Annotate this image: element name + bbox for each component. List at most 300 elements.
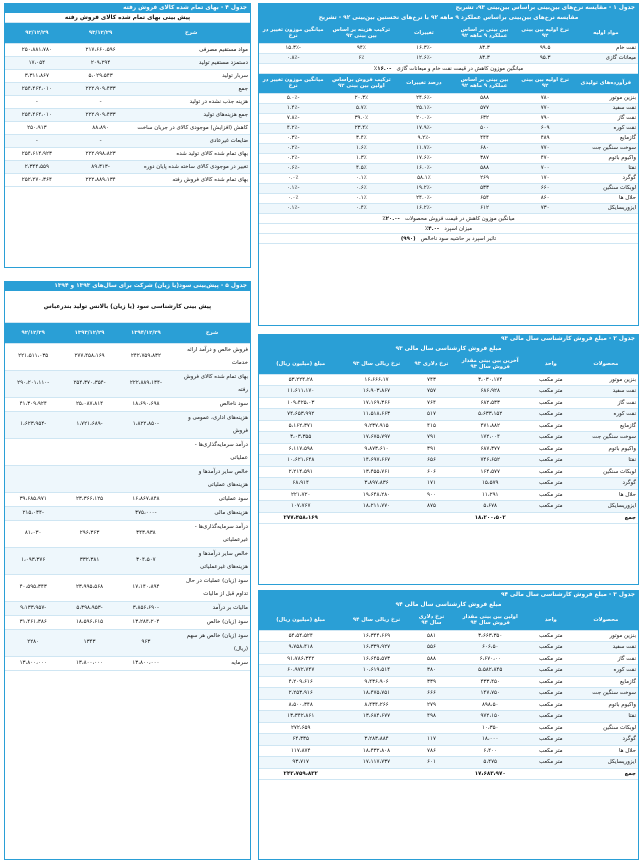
table-row (259, 164, 638, 174)
row-label: نفت کوره (574, 665, 638, 677)
cell-value: ۲۲۱،۷۲۰ (259, 489, 342, 501)
table1-header-2 (259, 74, 638, 94)
table-row (5, 160, 250, 173)
cell-value (411, 722, 453, 734)
cell-value: ۴،۲۰۹،۶۱۶ (259, 676, 342, 688)
cell-value: متر مکعب (528, 443, 573, 455)
table3-subtitle: مبلغ فروش کارشناسی سال مالی ۹۴ (259, 600, 638, 610)
table4 (5, 23, 250, 187)
cell-value: متر مکعب (528, 630, 573, 642)
cell-value: ۶۰۱ (411, 757, 453, 769)
cell-value: ۳۴۳،۹۳۸ (118, 520, 174, 547)
column-header: ۹۳/۱۲/۲۹ (69, 23, 133, 43)
cell-value: ۵،۴۷۵ (452, 757, 528, 769)
cell-value: ۲،۲۱۴،۵۹۱ (259, 466, 342, 478)
cell-value: ۹۶۳ (118, 629, 174, 656)
cell-value: ۳،۶۶۳،۳۵۰ (452, 630, 528, 642)
cell-value: ۹۱،۷۸۶،۳۴۲ (259, 653, 342, 665)
cell-value: -۸۹،۳۱۳ (69, 160, 133, 173)
cell-value: متر مکعب (528, 745, 573, 757)
cell-value: ۴.۵٪ (327, 164, 395, 174)
row-label: نفت گاز (574, 114, 638, 124)
cell-value: ۱۸،۵۹۶،۶۱۵ (61, 615, 117, 629)
note-crude-label: میانگین موزون کاهش در قیمت نفت خام و میعانات گازی (396, 65, 524, 72)
row-label: نفت کوره (574, 124, 638, 134)
empty-cell (528, 512, 573, 524)
table1-note-spread (259, 224, 638, 234)
cell-value: ۲۲۲،۹۰۹،۴۳۳ (69, 108, 133, 121)
table-row (259, 688, 638, 700)
table-row (259, 665, 638, 677)
total-label: جمع (574, 768, 638, 780)
cell-value: ۲۳.۴٪ (327, 124, 395, 134)
cell-value: ۱۷،۱۱۷،۷۳۷ (342, 757, 410, 769)
cell-value: ۱۶،۳۴۴،۶۶۹ (342, 630, 410, 642)
row-label: نفت گاز (574, 653, 638, 665)
column-header: فرآورده‌های تولیدی (574, 74, 638, 94)
table-row (259, 53, 638, 63)
cell-value: -۲۴.۶٪ (395, 94, 452, 104)
cell-value: ۸،۴۳۴،۲۶۶ (342, 699, 410, 711)
table1-header-1 (259, 23, 638, 43)
table-row (5, 601, 250, 615)
cell-value: ۰.۱٪ (327, 194, 395, 204)
row-label: مواد مستقیم مصرفی (132, 43, 250, 56)
cell-value: ۵،۰۲۹،۵۴۳ (69, 69, 133, 82)
table5 (5, 323, 250, 671)
cell-value: ۲۱۷،۶۶۰،۵۹۶ (69, 43, 133, 56)
cell-value: -۲۹۰،۲۰۱،۱۱۰ (5, 370, 61, 397)
cell-value (5, 465, 61, 492)
row-label: حلال ها (574, 745, 638, 757)
cell-value: متر مکعب (528, 489, 573, 501)
cell-value: ۵،۶۷۸ (452, 501, 528, 513)
table-row (259, 94, 638, 104)
row-label: هزینه‌های مالی (174, 506, 250, 520)
table4-subtitle: پیش بینی بهای تمام شده کالای فروش رفته (5, 13, 250, 23)
row-label: نفت سفید (574, 104, 638, 114)
table-row (5, 56, 250, 69)
cell-value: -۱۶.۰٪ (395, 164, 452, 174)
column-header: شرح (174, 323, 250, 343)
table-row (5, 506, 250, 520)
cell-value: ۰.۱٪ (327, 174, 395, 184)
row-label: ایزوریسایکل (574, 757, 638, 769)
row-label: درآمد سرمایه‌گذاری‌ها - غیرعملیاتی (174, 520, 250, 547)
cell-value: ۴۱۵ (411, 420, 453, 432)
cell-value: ۶۸۷،۳۷۷ (452, 443, 528, 455)
cell-value: -۰.۲٪ (259, 154, 327, 164)
cell-value: ۱۷۲،۰۰۴ (452, 432, 528, 444)
table5-header (5, 323, 250, 343)
cell-value: ۶۴،۳۳۵ (259, 734, 342, 746)
cell-value: ۷۳۰ (517, 204, 574, 214)
row-label: نفت کوره (574, 409, 638, 421)
total-row (259, 768, 638, 780)
cell-value: ۷۵۷ (411, 386, 453, 398)
cell-value: متر مکعب (528, 455, 573, 467)
total-quantity: ۱۷،۶۸۳،۹۷۰ (452, 768, 528, 780)
table-row (5, 147, 250, 160)
row-label: لوبکات سنگین (574, 466, 638, 478)
table-row (5, 615, 250, 629)
cell-value: ۲۵،۰۸۷،۸۱۴ (61, 397, 117, 411)
cell-value: -۲۲۲،۸۸۹،۱۳۴ (118, 370, 174, 397)
total-row (259, 512, 638, 524)
table-row (259, 204, 638, 214)
table-row (259, 489, 638, 501)
cell-value: -۵.۰٪ (259, 94, 327, 104)
table1-products (259, 74, 638, 215)
cell-value: ۲۹۶،۳۶۳ (61, 520, 117, 547)
column-header: شرح (132, 23, 250, 43)
table-row (5, 82, 250, 95)
table-row (5, 411, 250, 438)
cell-value: -۴.۲٪ (259, 124, 327, 134)
cell-value: ۰.۰٪ (259, 174, 327, 184)
cell-value: ۵۵۶ (411, 642, 453, 654)
cell-value: ۱۰،۳۵۰ (452, 722, 528, 734)
row-label: بنزین موتور (574, 94, 638, 104)
cell-value: -۹،۱۳۳،۹۵۷ (5, 601, 61, 615)
cell-value: ۲،۲۵۳،۹۱۶ (259, 688, 342, 700)
row-label: سود (زیان) عملیات در حال تداوم قبل از مالیات (174, 574, 250, 601)
cell-value: ۳،۸۹۷،۸۳۶ (342, 478, 410, 490)
cell-value: ۲۲۸۰ (5, 629, 61, 656)
cell-value: ۱،۰۹۳،۳۷۶ (5, 547, 61, 574)
row-label: لوبکات سنگین (574, 722, 638, 734)
cell-value: متر مکعب (528, 711, 573, 723)
cell-value: ۳۳۹ (411, 676, 453, 688)
row-label: دستمزد مستقیم تولید (132, 56, 250, 69)
row-label: جمع (132, 82, 250, 95)
cell-value: -۱۶.۲٪ (395, 204, 452, 214)
cell-value: -۰.۳٪ (259, 134, 327, 144)
total-amount: ۲۷۷،۴۵۸،۱۶۹ (259, 512, 342, 524)
table-row (259, 194, 638, 204)
row-label: میعانات گازی (574, 53, 638, 63)
cell-value: - (69, 95, 133, 108)
cell-value: ۵۸.۱٪ (395, 174, 452, 184)
table-row (259, 397, 638, 409)
cell-value: ۳،۳۱۱،۸۶۷ (5, 69, 69, 82)
table-row (5, 492, 250, 506)
note-sales-label: میانگین موزون کاهش در قیمت فروش محصولات (404, 216, 515, 222)
row-label: درآمد سرمایه‌گذاری‌ها - عملیاتی (174, 438, 250, 465)
cell-value: ۴۴۴ (452, 134, 516, 144)
total-quantity: ۱۸،۲۰۰،۵۰۲ (452, 512, 528, 524)
cell-value (118, 438, 174, 465)
cell-value: ۸۱،۰۳۰ (5, 520, 61, 547)
row-label: نفتا (574, 164, 638, 174)
cell-value: ۱۱۷ (411, 734, 453, 746)
cell-value: -۵،۳۹۸،۹۵۳ (61, 601, 117, 615)
column-header: نرخ دلاری ۹۳ (411, 354, 453, 374)
row-label: گوگرد (574, 478, 638, 490)
table2-subtitle: مبلغ فروش کارشناسی سال مالی ۹۳ (259, 344, 638, 354)
row-label: حلال ها (574, 194, 638, 204)
cell-value: ۱۳،۶۸۴،۶۷۷ (342, 711, 410, 723)
cell-value: ۶۸۰ (452, 144, 516, 154)
table-row (259, 144, 638, 154)
column-header: بین بینی بر اساس عملکرد ۹ ماهه ۹۲ (452, 23, 516, 43)
column-header: مواد اولیه (574, 23, 638, 43)
column-header: واحد (528, 354, 573, 374)
cell-value: ۵۳۳ (452, 184, 516, 194)
table-row (259, 374, 638, 386)
cell-value: ۱۵،۵۷۹ (452, 478, 528, 490)
table5-title: جدول ۵ - پیش‌بینی سود(یا زیان) شرکت برای سال‌های ۱۳۹۳ و ۱۳۹۴ (5, 282, 250, 291)
row-label: کاهش (افزایش) موجودی کالای در جریان ساخت (132, 121, 250, 134)
cell-value: ۲۳،۳۶۶،۱۲۵ (61, 492, 117, 506)
cell-value: متر مکعب (528, 466, 573, 478)
table-row (259, 104, 638, 114)
cell-value: ۷۹۱ (411, 432, 453, 444)
cell-value: ۲۲۱،۵۱۱،۰۳۵ (5, 343, 61, 370)
cell-value: ۶۰۶،۵۰ (452, 642, 528, 654)
cell-value: ۶۰،۹۷۲،۷۴۷ (259, 665, 342, 677)
cell-value: ۹۰۰ (411, 489, 453, 501)
column-header: آخرین بین بینی مقدار فروش سال ۹۳ (452, 354, 528, 374)
row-label: سود ناخالص (174, 397, 250, 411)
table-row (259, 443, 638, 455)
column-header: ۱۳۹۴/۱۲/۲۹ (118, 323, 174, 343)
cell-value: متر مکعب (528, 432, 573, 444)
cell-value: ۶۶۶ (411, 688, 453, 700)
table1-note-sales (259, 214, 638, 224)
cell-value: ۴۱،۳۰۹،۹۲۴ (5, 397, 61, 411)
cell-value: ۱۰۷،۷۶۷ (259, 501, 342, 513)
cell-value: -۲۵.۱٪ (395, 104, 452, 114)
cell-value: متر مکعب (528, 409, 573, 421)
cell-value (61, 506, 117, 520)
empty-cell (342, 512, 410, 524)
cell-value: ۸۷۵ (411, 501, 453, 513)
row-label: خالص سایر درآمدها و هزینه‌های غیرعملیاتی (174, 547, 250, 574)
table-row (259, 466, 638, 478)
row-label: سوخت سنگین جت (574, 432, 638, 444)
cell-value (118, 465, 174, 492)
table-row (5, 629, 250, 656)
cell-value: ۳،۰۳۰،۱۷۴ (452, 374, 528, 386)
row-label: مالیات بر درآمد (174, 601, 250, 615)
cell-value: متر مکعب (528, 757, 573, 769)
cell-value: ۳۳۲،۳۸۱ (61, 547, 117, 574)
cell-value: ۱۷،۶۷۵،۷۹۷ (342, 432, 410, 444)
row-label: سربار تولید (132, 69, 250, 82)
cell-value (61, 465, 117, 492)
cell-value: ۸۶۰ (517, 194, 574, 204)
cell-value: -۱۱.۷٪ (395, 144, 452, 154)
cell-value: ۹،۸۷۳،۶۱۰ (342, 443, 410, 455)
cell-value: ۱۳،۳۴۲،۸۶۱ (259, 711, 342, 723)
cell-value: متر مکعب (528, 386, 573, 398)
table-row (259, 642, 638, 654)
cell-value: ۷۸۶ (411, 745, 453, 757)
cell-value: متر مکعب (528, 676, 573, 688)
cell-value: ۶۰۶ (411, 466, 453, 478)
table-row (5, 43, 250, 56)
table-row (259, 114, 638, 124)
cell-value: -۲۰.۰٪ (395, 114, 452, 124)
row-label: گوگرد (574, 174, 638, 184)
note-spread-value: -۴.۰٪ (424, 226, 440, 232)
cell-value: -۱،۷۲۱،۶۸۹ (61, 411, 117, 438)
table1-title: جدول ۱ - مقایسه نرخ‌های بینِ‌بینی براساس بینِ‌بینی ۹۳، تشریح (259, 4, 638, 13)
cell-value: ۱۰۹،۴۲۵،۰۳ (259, 397, 342, 409)
table-row (5, 95, 250, 108)
cell-value: ۹،۴۳۶،۹۰۶ (342, 676, 410, 688)
cell-value: ۱۸،۰۰۰ (452, 734, 528, 746)
cell-value: -۲۴.۰٪ (395, 194, 452, 204)
row-label: نفتا (574, 711, 638, 723)
cell-value: ۱۳۴۳ (61, 629, 117, 656)
cell-value: -۱۹.۲٪ (395, 184, 452, 194)
cell-value: -۷.۸٪ (259, 114, 327, 124)
table-row (259, 734, 638, 746)
column-header: ترکیب هزینه بر اساس بین بینی ۹۲ (327, 23, 395, 43)
cell-value: متر مکعب (528, 699, 573, 711)
cell-value: ۲۲۲،۸۸۹،۱۳۴ (69, 173, 133, 186)
cell-value: ۲۵۴،۴۶۴،۰۱۰ (5, 108, 69, 121)
cell-value: ۱۳،۲۸۴،۲۰۴ (118, 615, 174, 629)
cell-value: ۱۶،۸۶۷،۸۴۸ (118, 492, 174, 506)
cell-value: ۶۸،۹۱۴ (259, 478, 342, 490)
cell-value: ۱۷،۱۶۹،۳۶۶ (342, 397, 410, 409)
cell-value: ۳۹۱ (411, 443, 453, 455)
cell-value: ۲۲۲،۹۹۸،۸۲۳ (69, 147, 133, 160)
cell-value: ۶۳۲ (452, 114, 516, 124)
column-header: ۹۲/۱۲/۲۹ (5, 23, 69, 43)
row-label: بنزین موتور (574, 374, 638, 386)
cell-value: ۰.۴٪ (327, 204, 395, 214)
column-header: ۱۳۹۳/۱۲/۲۹ (61, 323, 117, 343)
table-row (5, 397, 250, 411)
cell-value: ۱۳،۸۰۰،۰۰۰ (5, 656, 61, 670)
cell-value: متر مکعب (528, 420, 573, 432)
column-header: نرخ ریالی سال ۹۳ (342, 354, 410, 374)
cell-value: ۹۳،۷۱۷ (259, 757, 342, 769)
cell-value: ۷۰۰ (517, 164, 574, 174)
cell-value: ۷۴۶،۶۵۲ (452, 455, 528, 467)
cell-value: ۱۸،۴۷۵،۷۵۱ (342, 688, 410, 700)
note-spread-label: میزان اسپرد (444, 226, 472, 232)
table-row (5, 134, 250, 147)
cell-value: ۷۷۰ (517, 144, 574, 154)
cell-value: ۲۵۴،۶۱۴،۹۲۳ (5, 147, 69, 160)
cell-value: ۲۵۰،۸۸۱،۷۸۰ (5, 43, 69, 56)
row-label: بهای تمام شده کالای فروش رفته (132, 173, 250, 186)
row-label: بهای تمام شده کالای فروش رفته (174, 370, 250, 397)
cell-value: ۱۴،۶۹۷،۶۶۷ (342, 455, 410, 467)
cell-value: ۸۳.۳ (452, 43, 516, 53)
cell-value: ۱۸،۴۳۲،۸۰۸ (342, 745, 410, 757)
row-label: خالص سایر درآمدها و هزینه‌های عملیاتی (174, 465, 250, 492)
row-label: واکیوم باتوم (574, 699, 638, 711)
cell-value: ۹،۷۵۸،۴۱۸ (259, 642, 342, 654)
row-label: سود (زیان) خالص هر سهم (ریال) (174, 629, 250, 656)
cell-value: ۶۱۲ (452, 204, 516, 214)
total-amount: ۲۴۲،۷۵۹،۸۳۲ (259, 768, 342, 780)
row-label: ایزوریسایکل (574, 501, 638, 513)
cell-value: ۲۷۲،۶۵۹ (259, 722, 342, 734)
row-label: واکیوم باتوم (574, 443, 638, 455)
row-label: جمع هزینه‌های تولید (132, 108, 250, 121)
row-label: نفت سفید (574, 642, 638, 654)
cell-value: ۳۹.۰٪ (327, 114, 395, 124)
empty-cell (342, 768, 410, 780)
row-label: واکیوم باتوم (574, 154, 638, 164)
cell-value: -۱۶.۳٪ (395, 43, 452, 53)
row-label: سوخت سنگین جت (574, 688, 638, 700)
cell-value: ۷۴،۶۵۳،۹۹۲ (259, 409, 342, 421)
cell-value: ۵،۶۳۳،۱۵۲ (452, 409, 528, 421)
cell-value: ۳۱،۴۶۱،۳۸۶ (5, 615, 61, 629)
table1-crude (259, 23, 638, 64)
column-header: محصولات (574, 610, 638, 630)
table-row (5, 520, 250, 547)
row-label: نفت سفید (574, 386, 638, 398)
column-header: مبلغ (میلیون ریال) (259, 610, 342, 630)
cell-value: ۲۰۹،۲۹۴ (69, 56, 133, 69)
table-row (5, 370, 250, 397)
cell-value: ۱۳،۴۵۵،۷۶۱ (342, 466, 410, 478)
empty-cell (528, 768, 573, 780)
cell-value: -۱،۶۲۳،۹۵۴ (5, 411, 61, 438)
table1-note-crude (259, 64, 638, 74)
cell-value: ۳،۲۸۳،۸۸۴ (342, 734, 410, 746)
note-margin-value: (۹۹۰) (400, 236, 416, 242)
table-row (259, 184, 638, 194)
empty-cell (411, 768, 453, 780)
row-label: گوگرد (574, 734, 638, 746)
cell-value: ۵۷۷ (452, 104, 516, 114)
table3-header (259, 610, 638, 630)
cell-value: ۱۳،۸۰۰،۰۰۰ (118, 656, 174, 670)
empty-cell (411, 512, 453, 524)
row-label: نفتا (574, 455, 638, 467)
table-row (259, 722, 638, 734)
cell-value: ۵۰۰ (452, 124, 516, 134)
table1-subtitle: مقایسه نرخ‌های بین‌بینی براساس عملکرد ۹ ماهه ۹۲ با نرخ‌های نخستین بین‌بینی ۹۲ - تشریح (259, 13, 638, 23)
table-row (5, 69, 250, 82)
cell-value: ۶۸۶،۹۲۸ (452, 386, 528, 398)
cell-value: -۱۵.۳٪ (259, 43, 327, 53)
table-row (259, 699, 638, 711)
column-header: محصولات (574, 354, 638, 374)
cell-value: ۵.۷٪ (327, 104, 395, 114)
cell-value: متر مکعب (528, 734, 573, 746)
cell-value: ۳۹،۶۸۵،۹۷۱ (5, 492, 61, 506)
cell-value: ۲۷۷،۴۵۸،۱۶۹ (61, 343, 117, 370)
cell-value: ۸۹۸،۵۰ (452, 699, 528, 711)
cell-value: متر مکعب (528, 478, 573, 490)
column-header: میانگین موزون تغییر در نرخ (259, 23, 327, 43)
cell-value: ۶۸۲،۵۳۳ (452, 397, 528, 409)
cell-value: ۲۲۲،۹۰۹،۴۳۳ (69, 82, 133, 95)
cell-value: ۱۷۰ (517, 174, 574, 184)
table-row (259, 386, 638, 398)
table-row (5, 547, 250, 574)
cell-value (342, 722, 410, 734)
row-label: لوبکات سنگین (574, 184, 638, 194)
column-header: واحد (528, 610, 573, 630)
table-row (259, 174, 638, 184)
cell-value: - (5, 134, 69, 147)
table-row (259, 711, 638, 723)
cell-value: ۱۹،۶۴۸،۲۸۰ (342, 489, 410, 501)
cell-value: -۱،۸۲۲،۸۵۰ (118, 411, 174, 438)
